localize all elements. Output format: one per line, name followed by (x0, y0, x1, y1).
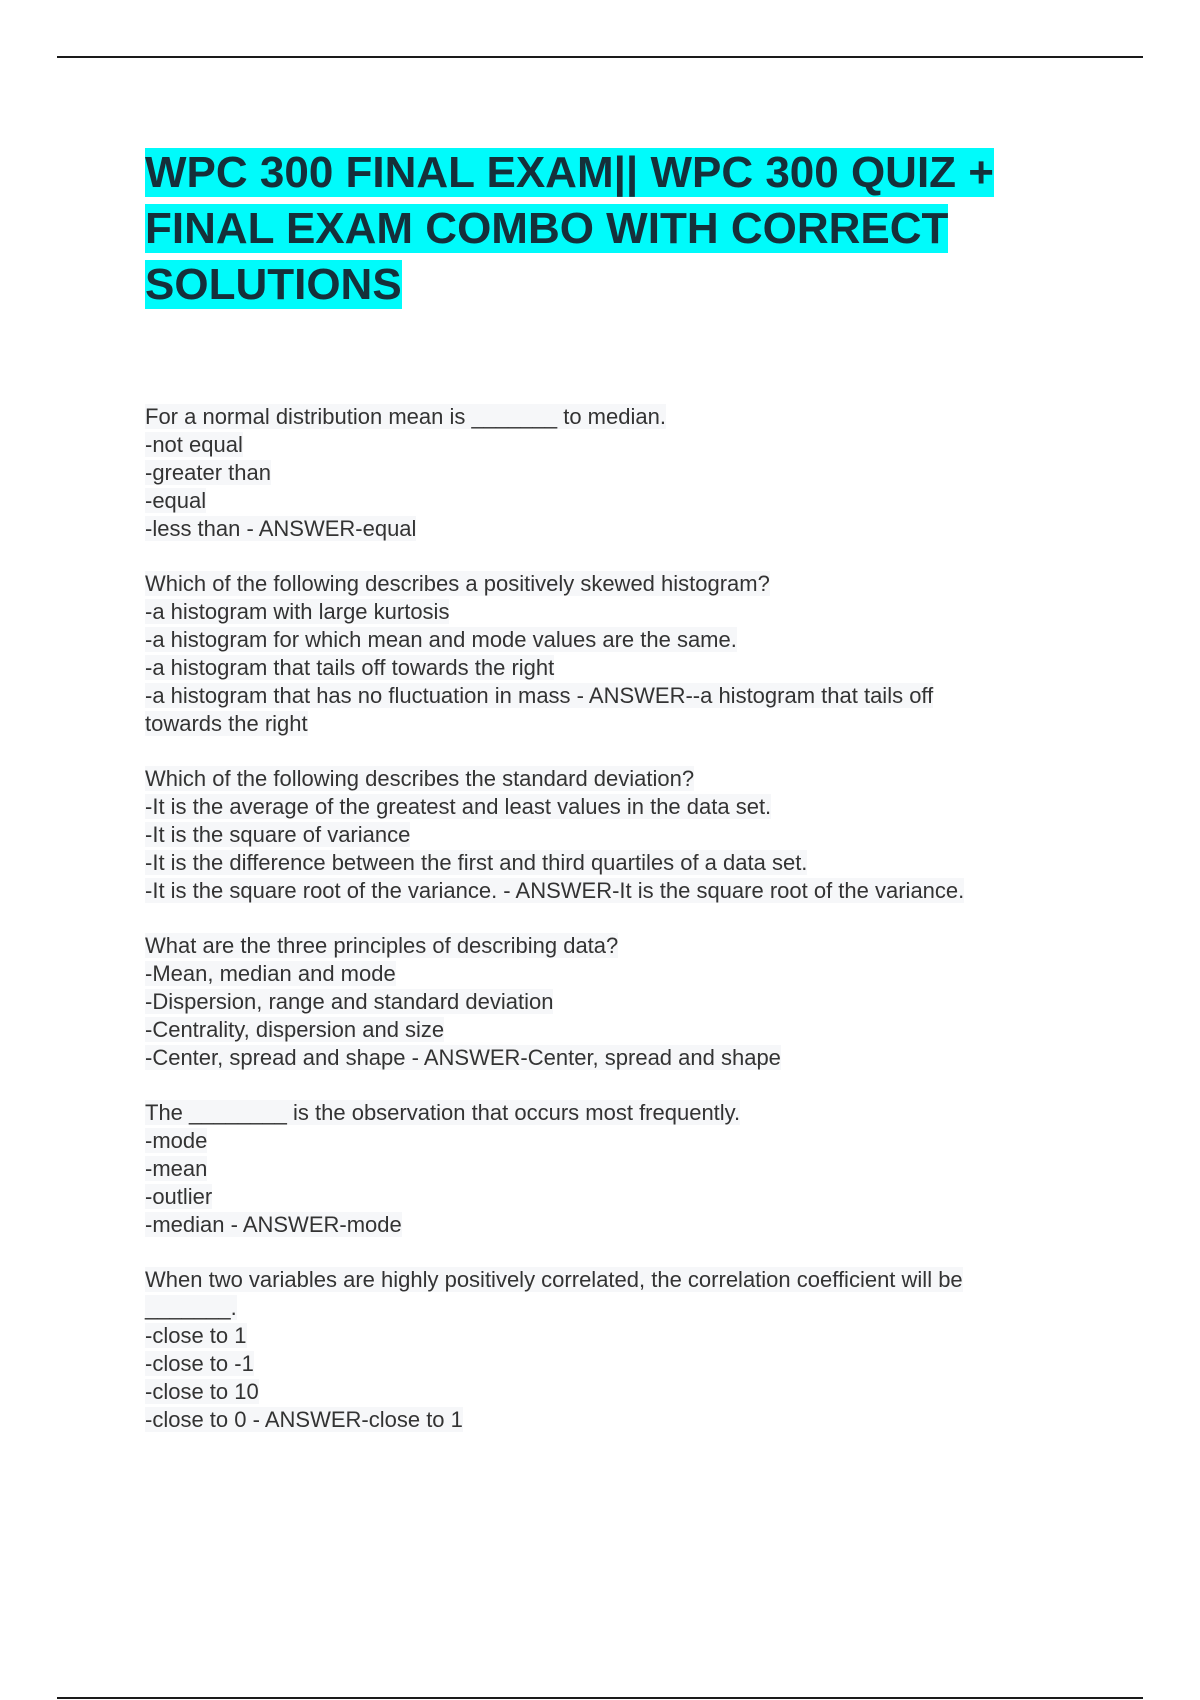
question-option: -close to 1 (145, 1323, 247, 1348)
question-prompt: Which of the following describes a positively skewed histogram? (145, 571, 770, 596)
document-body (145, 145, 1085, 1461)
question-option: -mean (145, 1156, 208, 1181)
question-5 (145, 1099, 1085, 1239)
question-option-answer: -It is the square root of the variance. - ANSWER-It is the square root of the variance. (145, 878, 965, 903)
question-4 (145, 932, 1085, 1072)
question-option: -a histogram that tails off towards the right (145, 655, 555, 680)
question-option: -It is the difference between the first and third quartiles of a data set. (145, 850, 808, 875)
question-prompt: Which of the following describes the standard deviation? (145, 766, 695, 791)
question-option: -a histogram for which mean and mode values are the same. (145, 627, 737, 652)
title-highlight: WPC 300 FINAL EXAM|| WPC 300 QUIZ + FINAL EXAM COMBO WITH CORRECT SOLUTIONS (145, 148, 994, 309)
question-option: -Mean, median and mode (145, 961, 396, 986)
question-prompt-cont: _______. (145, 1295, 237, 1320)
question-option-answer-cont: towards the right (145, 711, 308, 736)
question-option: -close to 10 (145, 1379, 259, 1404)
question-option: -It is the average of the greatest and least values in the data set. (145, 794, 772, 819)
question-2 (145, 570, 1085, 738)
top-rule (57, 56, 1143, 58)
question-option-answer: -Center, spread and shape - ANSWER-Center, spread and shape (145, 1045, 781, 1070)
question-option-answer: -close to 0 - ANSWER-close to 1 (145, 1407, 463, 1432)
bottom-rule (57, 1697, 1143, 1699)
question-prompt: The ________ is the observation that occurs most frequently. (145, 1100, 741, 1125)
question-option-answer: -a histogram that has no fluctuation in mass - ANSWER--a histogram that tails off (145, 683, 934, 708)
question-option-answer: -median - ANSWER-mode (145, 1212, 402, 1237)
document-title (145, 145, 1085, 313)
question-option: -It is the square of variance (145, 822, 411, 847)
question-1 (145, 403, 1085, 543)
question-option: -mode (145, 1128, 208, 1153)
question-option: -Dispersion, range and standard deviation (145, 989, 554, 1014)
question-option: -equal (145, 488, 207, 513)
question-option: -close to -1 (145, 1351, 254, 1376)
question-3 (145, 765, 1085, 905)
question-option: -greater than (145, 460, 271, 485)
question-prompt: For a normal distribution mean is _______ to median. (145, 404, 666, 429)
question-option: -outlier (145, 1184, 213, 1209)
question-6 (145, 1266, 1085, 1434)
question-list (145, 403, 1085, 1434)
question-option: -not equal (145, 432, 243, 457)
question-prompt: When two variables are highly positively correlated, the correlation coefficient will be (145, 1267, 963, 1292)
question-option: -a histogram with large kurtosis (145, 599, 450, 624)
question-prompt: What are the three principles of describing data? (145, 933, 619, 958)
question-option: -Centrality, dispersion and size (145, 1017, 445, 1042)
question-option-answer: -less than - ANSWER-equal (145, 516, 417, 541)
